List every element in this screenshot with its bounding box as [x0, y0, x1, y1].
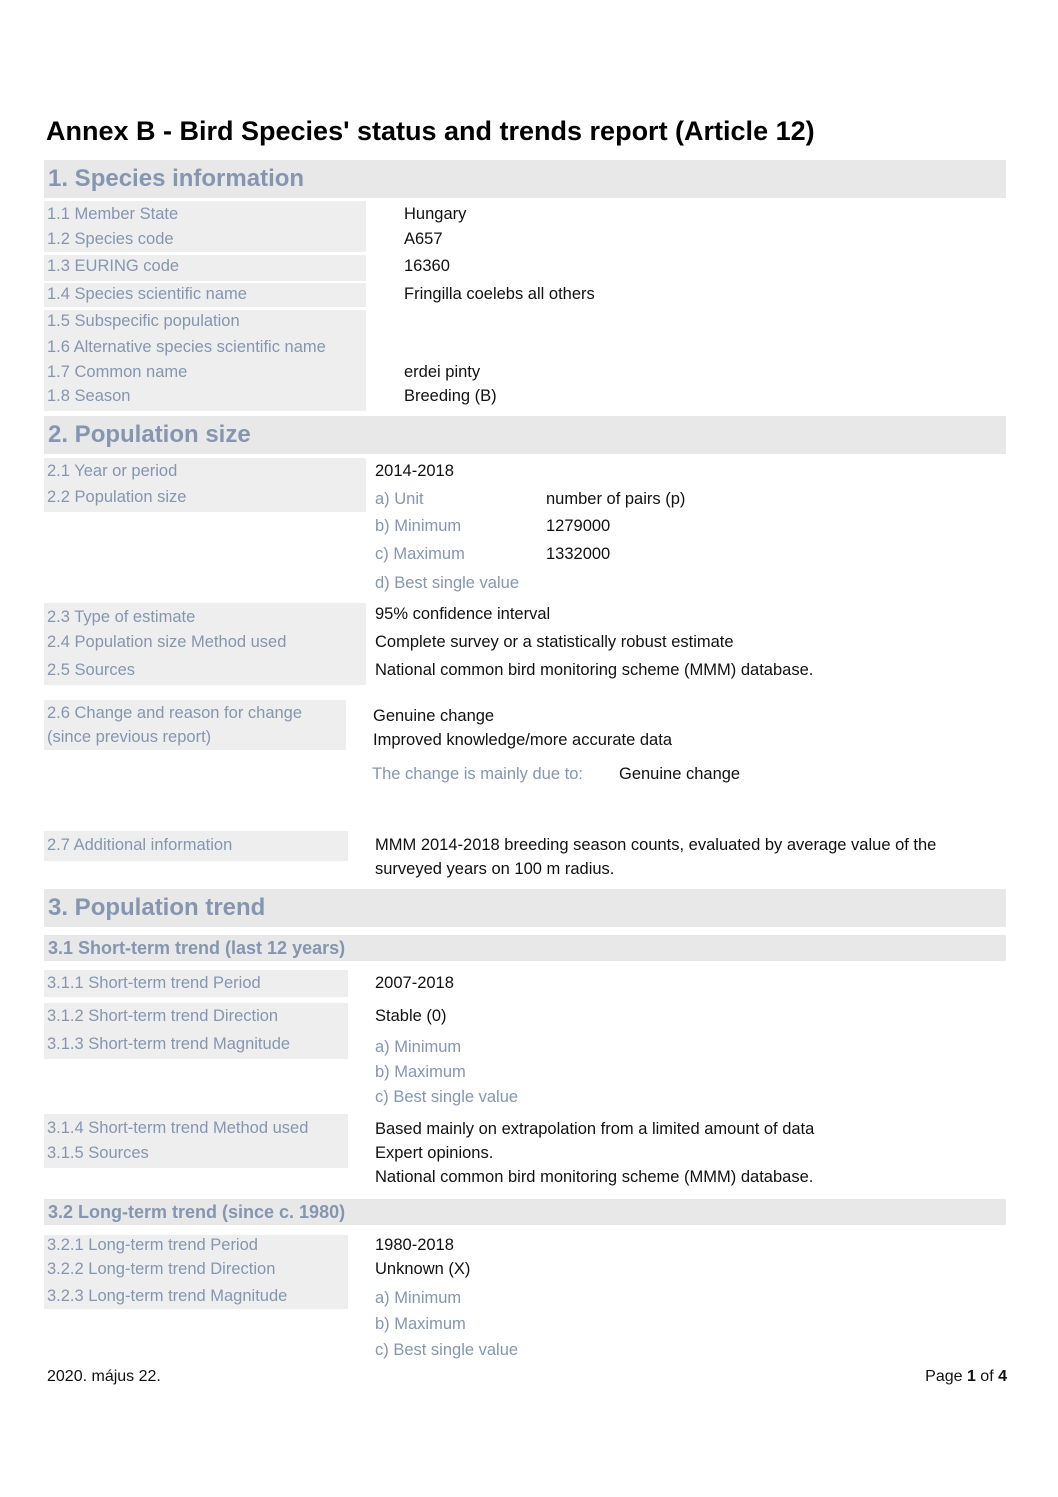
short-term-direction-label: 3.1.2 Short-term trend Direction	[47, 1007, 279, 1025]
minimum-value: 1279000	[546, 517, 611, 535]
long-term-maximum-label: b) Maximum	[375, 1315, 466, 1333]
short-term-magnitude-label: 3.1.3 Short-term trend Magnitude	[47, 1035, 291, 1053]
species-code-value: A657	[404, 230, 443, 248]
section-heading: 3. Population trend	[48, 894, 266, 921]
change-mainly-due-value: Genuine change	[619, 765, 741, 783]
sources-value: National common bird monitoring scheme (MMM) database.	[375, 661, 814, 679]
long-term-direction-label: 3.2.2 Long-term trend Direction	[47, 1260, 276, 1278]
subsection-heading: 3.1 Short-term trend (last 12 years)	[48, 938, 346, 958]
alternative-name-label: 1.6 Alternative species scientific name	[47, 338, 326, 356]
long-term-best-value-label: c) Best single value	[375, 1341, 519, 1359]
method-used-value: Complete survey or a statistically robust estimate	[375, 633, 734, 651]
best-single-value-label: d) Best single value	[375, 574, 519, 592]
page-current: 1	[966, 1368, 976, 1385]
page-number	[925, 1368, 1007, 1386]
additional-information-value-cont: surveyed years on 100 m radius.	[375, 860, 615, 878]
page-of: of	[975, 1368, 999, 1385]
euring-code-label: 1.3 EURING code	[47, 257, 180, 275]
short-term-sources-value-cont: National common bird monitoring scheme (MMM) database.	[375, 1168, 814, 1186]
short-term-direction-value: Stable (0)	[375, 1007, 447, 1025]
short-term-method-value: Based mainly on extrapolation from a limited amount of data	[375, 1120, 815, 1138]
unit-label: a) Unit	[375, 490, 424, 508]
maximum-value: 1332000	[546, 545, 611, 563]
subsection-short-term-trend-header	[44, 935, 1006, 961]
method-used-label: 2.4 Population size Method used	[47, 633, 287, 651]
season-label: 1.8 Season	[47, 387, 131, 405]
minimum-label: b) Minimum	[375, 517, 462, 535]
short-term-maximum-label: b) Maximum	[375, 1063, 466, 1081]
euring-code-value: 16360	[404, 257, 450, 275]
year-period-label: 2.1 Year or period	[47, 462, 178, 480]
additional-information-value: MMM 2014-2018 breeding season counts, evaluated by average value of the	[375, 836, 937, 854]
section-heading: 2. Population size	[48, 421, 251, 448]
page-total: 4	[998, 1368, 1007, 1385]
type-of-estimate-value: 95% confidence interval	[375, 605, 551, 623]
footer-date: 2020. május 22.	[47, 1368, 161, 1385]
change-reason-label: 2.6 Change and reason for change	[47, 704, 303, 722]
year-period-value: 2014-2018	[375, 462, 454, 480]
species-code-label: 1.2 Species code	[47, 230, 174, 248]
unit-value: number of pairs (p)	[546, 490, 686, 508]
section-population-size-header	[44, 416, 1006, 454]
short-term-best-value-label: c) Best single value	[375, 1088, 519, 1106]
long-term-minimum-label: a) Minimum	[375, 1289, 462, 1307]
long-term-period-value: 1980-2018	[375, 1236, 454, 1254]
sources-label: 2.5 Sources	[47, 661, 136, 679]
short-term-sources-label: 3.1.5 Sources	[47, 1144, 149, 1162]
scientific-name-value: Fringilla coelebs all others	[404, 285, 595, 303]
change-reason-label-cont: (since previous report)	[47, 728, 212, 746]
section-heading: 1. Species information	[48, 165, 305, 192]
short-term-period-label: 3.1.1 Short-term trend Period	[47, 974, 261, 992]
section-species-information-header	[44, 160, 1006, 198]
long-term-direction-value: Unknown (X)	[375, 1260, 471, 1278]
season-value: Breeding (B)	[404, 387, 497, 405]
member-state-value: Hungary	[404, 205, 467, 223]
change-value: Genuine change	[373, 707, 495, 725]
maximum-label: c) Maximum	[375, 545, 465, 563]
short-term-sources-value: Expert opinions.	[375, 1144, 494, 1162]
additional-information-label: 2.7 Additional information	[47, 836, 233, 854]
scientific-name-label: 1.4 Species scientific name	[47, 285, 247, 303]
population-size-label: 2.2 Population size	[47, 488, 187, 506]
common-name-value: erdei pinty	[404, 363, 481, 381]
change-reason-value: Improved knowledge/more accurate data	[373, 731, 672, 749]
common-name-label: 1.7 Common name	[47, 363, 188, 381]
document-title: Annex B - Bird Species' status and trends report (Article 12)	[46, 116, 815, 146]
page-prefix: Page	[925, 1368, 967, 1385]
member-state-label: 1.1 Member State	[47, 205, 179, 223]
type-of-estimate-label: 2.3 Type of estimate	[47, 608, 196, 626]
subsection-heading: 3.2 Long-term trend (since c. 1980)	[48, 1202, 346, 1222]
short-term-method-label: 3.1.4 Short-term trend Method used	[47, 1119, 309, 1137]
change-mainly-due-label: The change is mainly due to:	[372, 765, 583, 783]
subspecific-population-label: 1.5 Subspecific population	[47, 312, 240, 330]
long-term-magnitude-label: 3.2.3 Long-term trend Magnitude	[47, 1287, 288, 1305]
short-term-period-value: 2007-2018	[375, 974, 454, 992]
short-term-minimum-label: a) Minimum	[375, 1038, 462, 1056]
long-term-period-label: 3.2.1 Long-term trend Period	[47, 1236, 258, 1254]
section-population-trend-header	[44, 889, 1006, 927]
subsection-long-term-trend-header	[44, 1199, 1006, 1225]
